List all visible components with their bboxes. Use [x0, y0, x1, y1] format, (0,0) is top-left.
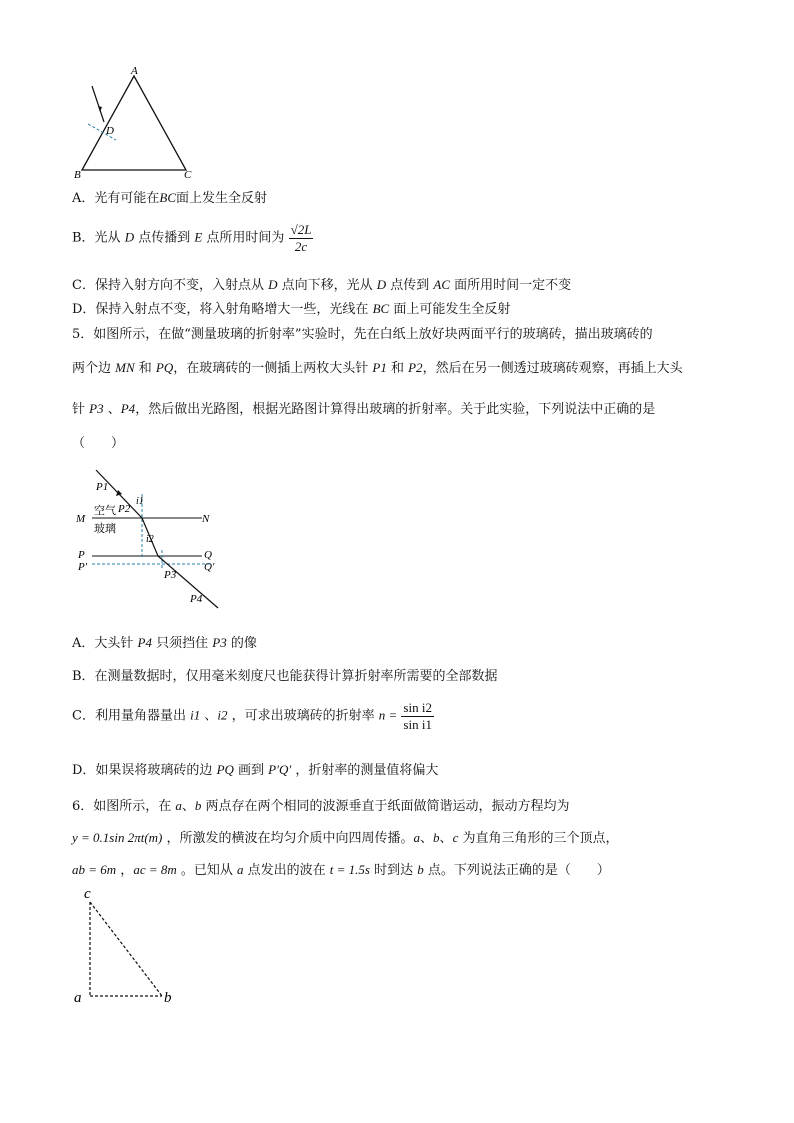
label-p1: P1: [96, 481, 109, 493]
label-glass: 玻璃: [94, 523, 116, 535]
label-C: C: [184, 169, 192, 180]
q4-option-a: A．光有可能在BC面上发生全反射: [72, 190, 268, 206]
time-fraction: $\frac{√2L}{2c}$: [290, 222, 312, 254]
q5-stem-line1: 5．如图所示，在做“测量玻璃的折射率”实验时，先在白纸上放好块两面平行的玻璃砖，描出玻璃砖的: [72, 327, 653, 342]
wave-triangle-figure: [70, 882, 190, 1006]
label-p2: P2: [118, 503, 131, 515]
q4-option-c: C．保持入射方向不变，入射点从 D 点向下移，光从 D 点传到 AC 面所用时间一定不变: [72, 277, 572, 293]
q6-stem-line2: y = 0.1sin 2πt(m) ，所激发的横波在均匀介质中向四周传播。a、b、c 为直角三角形的三个顶点，: [72, 830, 619, 846]
label-p3: P3: [164, 569, 177, 581]
q5-option-b: B．在测量数据时，仅用毫米刻度尺也能获得计算折射率所需要的全部数据: [72, 669, 498, 684]
label-i2: i2: [146, 534, 154, 545]
q5-stem-line3: 针 P3 、P4，然后做出光路图，根据光路图计算得出玻璃的折射率。关于此实验，下列说法中正确的是: [72, 401, 656, 417]
label-b: b: [164, 990, 172, 1006]
label-m: M: [76, 513, 86, 525]
incident-ray: [92, 86, 104, 122]
q4-option-d: D．保持入射点不变，将入射角略增大一些，光线在 BC 面上可能发生全反射: [72, 301, 511, 317]
arrow-icon: [98, 106, 102, 112]
label-p4: P4: [190, 593, 203, 605]
label-n: N: [202, 513, 210, 525]
q5-option-d: D．如果误将玻璃砖的边 PQ 画到 P′Q′ ，折射率的测量值将偏大: [72, 762, 439, 778]
q5-option-c: C．利用量角器量出 i1 、i2 ，可求出玻璃砖的折射率 n = $\frac{\text{sin i2}}{\text{sin i1}}$: [72, 700, 432, 732]
label-B: B: [74, 169, 81, 180]
label-A: A: [131, 65, 138, 77]
prism-figure: [70, 64, 200, 180]
label-air: 空气: [94, 505, 116, 517]
q6-stem-line3: ab = 6m ，ac = 8m 。已知从 a 点发出的波在 t = 1.5s 时到达 b 点。下列说法正确的是（ ）: [72, 862, 610, 878]
triangle-abc: [82, 76, 186, 170]
label-p: P: [78, 549, 85, 561]
arrow-icon: [116, 490, 122, 496]
glass-block-figure: [72, 466, 232, 616]
label-q-prime: Q′: [204, 561, 215, 573]
label-p-prime: P′: [78, 561, 88, 573]
label-q: Q: [204, 549, 212, 561]
label-D: D: [106, 125, 114, 137]
light-path: [96, 470, 218, 608]
q4-option-b: B．光从 D 点传播到 E 点所用时间为 $\frac{√2L}{2c}$: [72, 222, 312, 254]
q5-answer-bracket: （ ）: [72, 436, 125, 451]
label-c: c: [84, 886, 91, 902]
q5-option-a: A．大头针 P4 只须挡住 P3 的像: [72, 635, 257, 651]
label-a: a: [74, 990, 82, 1006]
q6-stem-line1: 6．如图所示，在 a、b 两点存在两个相同的波源垂直于纸面做简谐运动，振动方程均为: [72, 798, 570, 814]
side-bc: [90, 902, 162, 996]
refraction-fraction: $\frac{\text{sin i2}}{\text{sin i1}}$: [403, 700, 432, 732]
label-i1: i1: [136, 496, 144, 507]
q5-stem-line2: 两个边 MN 和 PQ，在玻璃砖的一侧插上两枚大头针 P1 和 P2，然后在另一侧透过玻璃砖观察，再插上大头: [72, 360, 683, 376]
